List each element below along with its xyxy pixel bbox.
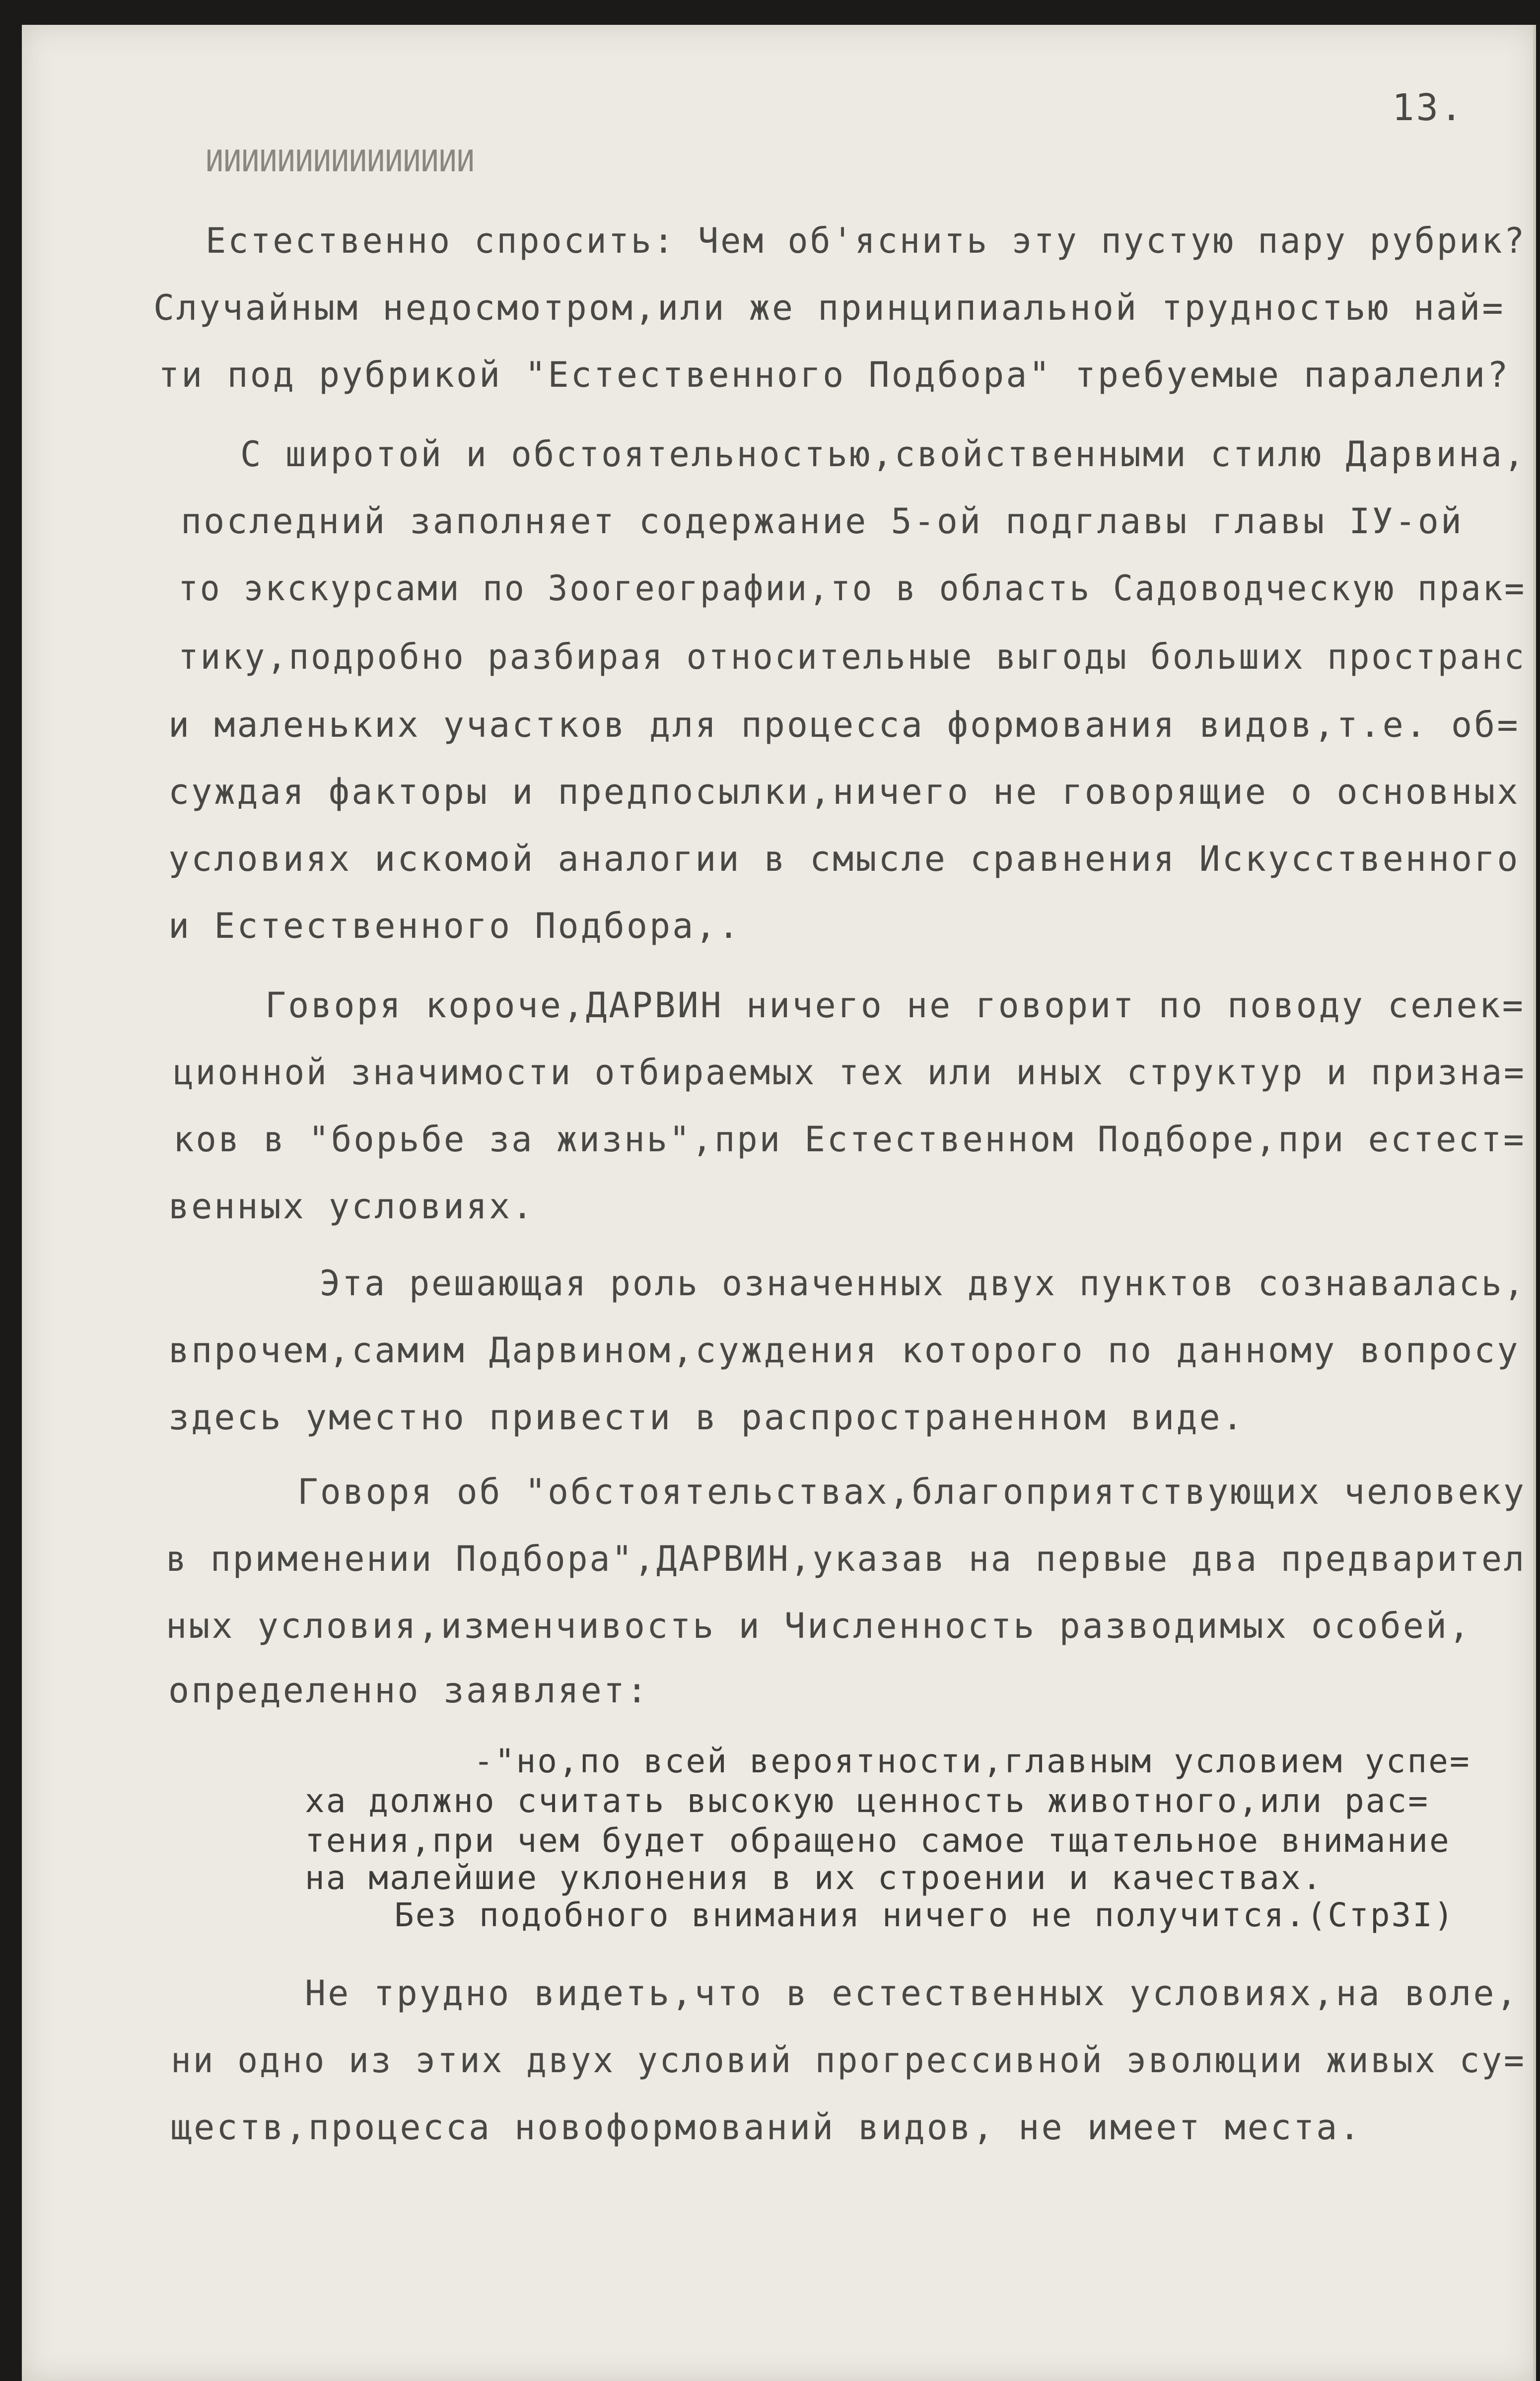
text-line: последний заполняет содержание 5-ой подглавы главы IУ-ой [181,501,1464,542]
text-line: впрочем,самим Дарвином,суждения которого по данному вопросу [168,1330,1520,1371]
document-page [22,25,1536,2381]
text-line: Случайным недосмотром,или же принципиальной трудностью най= [153,287,1505,328]
text-line: Эта решающая роль означенных двух пунктов сознавалась, [320,1263,1526,1304]
quote-line: ха должно считать высокую ценность животного,или рас= [305,1782,1429,1820]
quote-line: -"но,по всей вероятности,главным условием успе= [474,1742,1471,1780]
text-line: ных условия,изменчивость и Численность разводимых особей, [166,1606,1472,1646]
quote-line: тения,при чем будет обращено самое тщательное внимание [305,1821,1451,1860]
text-line: ни одно из этих двух условий прогрессивной эволюции живых су= [171,2040,1526,2081]
text-line: тику,подробно разбирая относительные выгоды больших пространс [178,636,1526,677]
text-line: венных условиях. [168,1186,535,1227]
text-line: суждая факторы и предпосылки,ничего не говорящие о основных [168,771,1520,812]
text-line: здесь уместно привести в распространенном виде. [168,1397,1245,1438]
text-line: в применении Подбора",ДАРВИН,указав на первые два предварител [166,1539,1526,1579]
quote-line: Без подобного внимания ничего не получится.(Стр3I) [394,1896,1455,1934]
text-line: ществ,процесса новоформований видов, не имеет места. [171,2107,1362,2148]
text-line: Говоря короче,ДАРВИН ничего не говорит по поводу селек= [265,985,1525,1026]
text-line: определенно заявляет: [168,1670,650,1711]
page-number: 13. [1392,86,1465,129]
text-line: и маленьких участков для процесса формования видов,т.е. об= [168,704,1520,745]
text-line: то экскурсами по Зоогеографии,то в область Садоводческую прак= [178,568,1526,609]
text-line: ционной значимости отбираемых тех или иных структур и призна= [173,1052,1526,1093]
text-line: Не трудно видеть,что в естественных условиях,на воле, [305,1973,1519,2014]
text-line: ков в "борьбе за жизнь",при Естественном Подборе,при естест= [173,1119,1526,1160]
text-line: условиях искомой аналогии в смысле сравнения Искусственного [168,839,1520,879]
text-line: и Естественного Подбора,. [168,906,741,946]
text-line: Естественно спросить: Чем об'яснить эту пустую пару рубрик? [206,220,1527,261]
text-line: С широтой и обстоятельностью,свойственными стилю Дарвина, [240,434,1527,475]
text-line: Говоря об "обстоятельствах,благоприятствующих человеку [297,1471,1526,1512]
text-line: ти под рубрикой "Естественного Подбора" требуемые паралели? [158,354,1510,395]
page-edge [1533,25,1536,2381]
quote-line: на малейшие уклонения в их строении и качествах. [305,1859,1324,1897]
overtyped-header: ИИИИИИИИИИИИИИИ [206,144,475,179]
